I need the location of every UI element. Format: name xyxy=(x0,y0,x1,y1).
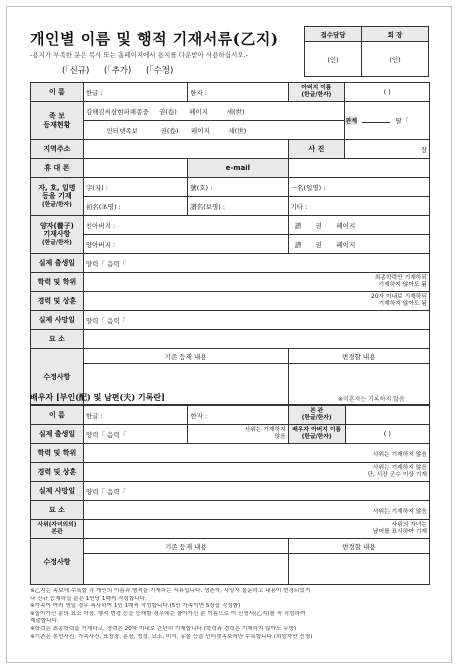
stamp-header-receiver: 접수담당 xyxy=(305,27,362,42)
spouse-name-label: 이 름 xyxy=(31,406,84,425)
amendment-label: 수정사항 xyxy=(31,349,84,405)
spouse-bongwan-field[interactable] xyxy=(345,406,429,425)
note-line: ※기존은 본인사진, 가족사진, 표창장, 훈장, 영정, 묘소, 비석, 유물 등을 인터넷족보에만 수록합니다.(희망자만 신청) xyxy=(30,633,313,640)
spouse-birth-note: 사위는 기재하지 않음 xyxy=(188,425,288,444)
note-line: ※학력은 최종학력을 기재하고, 경력은 20자 이내로 간단히 기재합니다.(학력과 경력은 기재하지 않아도 무방) xyxy=(30,625,297,632)
spouse-grave-field[interactable]: 사위는 기재하지 않음 xyxy=(83,501,429,520)
spouse-after-header: 변경할 내용 xyxy=(288,539,429,554)
bomyeong-field[interactable]: 譜名(보명) : xyxy=(188,197,288,216)
spouse-bongwan-label: 본 관 (한글/한자) xyxy=(288,406,345,425)
mobile-label: 휴 대 폰 xyxy=(31,159,84,178)
spouse-after-field[interactable] xyxy=(288,554,429,585)
note-line: ※가족이 여러 명일 경우 복사하여 1인 1매씩 작성합니다.(5인 가족이면 5장을 작성함) xyxy=(30,603,241,610)
before-header: 기존 등재 내용 xyxy=(83,349,288,364)
spouse-career-label: 경력 및 상훈 xyxy=(31,463,84,482)
email-field[interactable] xyxy=(288,159,429,178)
birth-father-field[interactable]: 친아버지 : xyxy=(83,216,288,235)
mobile-field[interactable] xyxy=(83,159,187,178)
type-modify-checkbox[interactable]: (「수정) xyxy=(146,66,174,76)
note-line: 제출합니다. xyxy=(30,618,59,625)
spouse-death-field[interactable]: 양력「 음력「 xyxy=(83,482,429,501)
spouse-birth-label: 실제 출생일 xyxy=(31,425,84,444)
note-line: ※돌아가신 분의 묘소 이장, 행적 변경 등을 등재할 경우에는 돌아가신 분 이름으로 이 신청서(乙지)를 꼭 작성하여 xyxy=(30,610,306,617)
death-date-label: 실제 사망일 xyxy=(31,311,84,330)
father-name-field[interactable]: ( ) xyxy=(345,83,430,102)
stamp-seal-chairman[interactable]: (인) xyxy=(362,42,429,77)
spouse-grave-label: 묘 소 xyxy=(31,501,84,520)
spouse-father-label: 배우자 아버지 이름 (한글/한자) xyxy=(288,425,345,444)
education-field[interactable]: 최종학력만 기재하되 기재하지 않아도 됨 xyxy=(83,273,429,292)
spouse-education-field[interactable]: 사위는 기재하지 않음 xyxy=(83,444,429,463)
spouse-hangul-field[interactable]: 한글 : xyxy=(83,406,188,425)
name-hangul-field[interactable]: 한글 : xyxy=(83,83,187,102)
spouse-death-label: 실제 사망일 xyxy=(31,482,84,501)
etc-field[interactable]: 기타 : xyxy=(288,197,429,216)
type-new-checkbox[interactable]: (「신규) xyxy=(62,66,90,76)
form-subtitle: -용지가 부족한 분은 복사 또는 홈페이지에서 용지를 다운받아 사용하십시오.- xyxy=(30,51,248,59)
photo-count-field[interactable]: 장 xyxy=(345,140,430,159)
adoptive-father-registry[interactable]: 譜 권 페이지 xyxy=(288,235,429,254)
son-in-law-label: 사위(자녀의의) 본관 xyxy=(31,520,84,539)
spouse-hanja-field[interactable]: 한자 : xyxy=(188,406,288,425)
career-field[interactable]: 20자 이내로 기재하되 기재하지 않아도 됨 xyxy=(83,292,429,311)
stamp-header-chairman: 회 장 xyxy=(362,27,429,42)
note-line: 나 신규 등재하실 분은 1인당 1매씩 작성합니다. xyxy=(30,595,147,602)
instruction-notes xyxy=(30,588,428,641)
photo-label: 사 진 xyxy=(288,140,345,159)
type-add-checkbox[interactable]: (「추가) xyxy=(104,66,132,76)
hometown-field[interactable] xyxy=(83,140,288,159)
name-hanja-field[interactable]: 한자 : xyxy=(188,83,288,102)
personal-record-table xyxy=(30,82,430,405)
spouse-before-field[interactable] xyxy=(83,554,288,585)
spouse-section-note: ※미혼자는 기록하지 않음 xyxy=(338,396,405,403)
after-header: 변경할 내용 xyxy=(288,349,429,364)
email-label: e-mail xyxy=(188,159,288,178)
spouse-birth-field[interactable]: 양력「 음력「 xyxy=(83,425,188,444)
hometown-label: 지역주소 xyxy=(31,140,84,159)
birth-date-label: 실제 출생일 xyxy=(31,254,84,273)
genealogy-label: 족 보 등재현황 xyxy=(31,102,84,140)
name-label: 이 름 xyxy=(31,83,84,102)
ja-field[interactable]: 字(자) : xyxy=(83,178,187,197)
grave-label: 묘 소 xyxy=(31,330,84,349)
chomyeong-field[interactable]: 初名(초명) : xyxy=(83,197,187,216)
names-label: 자, 호, 일명 등을 기재 (한글/한자) xyxy=(31,178,84,216)
spouse-before-header: 기존 등재 내용 xyxy=(83,539,288,554)
ho-field[interactable]: 號(호) : xyxy=(188,178,288,197)
relation-cell[interactable]: 관계 딸「 xyxy=(345,102,430,140)
spouse-amendment-label: 수정사항 xyxy=(31,539,84,585)
death-date-field[interactable]: 양력「 음력「 xyxy=(83,311,429,330)
note-line: ※乙지는 족보에 수록할 각 개인의 이름과 행적을 기재하는 서류입니다. 생존자, 사망자 불문하고 내용이 변경되었거 xyxy=(30,588,311,594)
application-type-options xyxy=(62,64,185,76)
form-title: 개인별 이름 및 행적 기재서류(乙지) xyxy=(30,30,279,48)
genealogy-row-2[interactable]: 인터넷족보 권(卷) 페이지 세(世) xyxy=(83,121,344,140)
father-name-label: 아버지 이름 (한글/한자) xyxy=(288,83,345,102)
adoption-label: 양자(養子) 기재사항 (한글/한자) xyxy=(31,216,84,254)
education-label: 학력 및 학위 xyxy=(31,273,84,292)
genealogy-row-1[interactable]: 김해김씨삼현파채종중 권(卷) 페이지 세(世) xyxy=(83,102,344,121)
son-in-law-field[interactable]: 사위의 자녀는 날여를 표시하여 기재 xyxy=(83,520,429,539)
birth-father-registry[interactable]: 譜 권 페이지 xyxy=(288,216,429,235)
ilmyeong-field[interactable]: 一名(일명) : xyxy=(288,178,429,197)
spouse-education-label: 학력 및 학위 xyxy=(31,444,84,463)
approval-stamp-box xyxy=(304,26,429,77)
stamp-seal-receiver[interactable]: (인) xyxy=(305,42,362,77)
career-label: 경력 및 상훈 xyxy=(31,292,84,311)
grave-field[interactable] xyxy=(83,330,429,349)
spouse-father-field[interactable]: ( ) xyxy=(345,425,429,444)
spouse-section-title: 배우자 [부인(配) 및 남편(夫) 기록란] xyxy=(30,392,165,402)
adoptive-father-field[interactable]: 양아버지 : xyxy=(83,235,288,254)
spouse-record-table xyxy=(30,405,430,585)
spouse-career-field[interactable]: 사위는 기재하지 않음 단, 시장 군수 이상 기재 xyxy=(83,463,429,482)
birth-date-field[interactable]: 양력「 음력「 xyxy=(83,254,429,273)
